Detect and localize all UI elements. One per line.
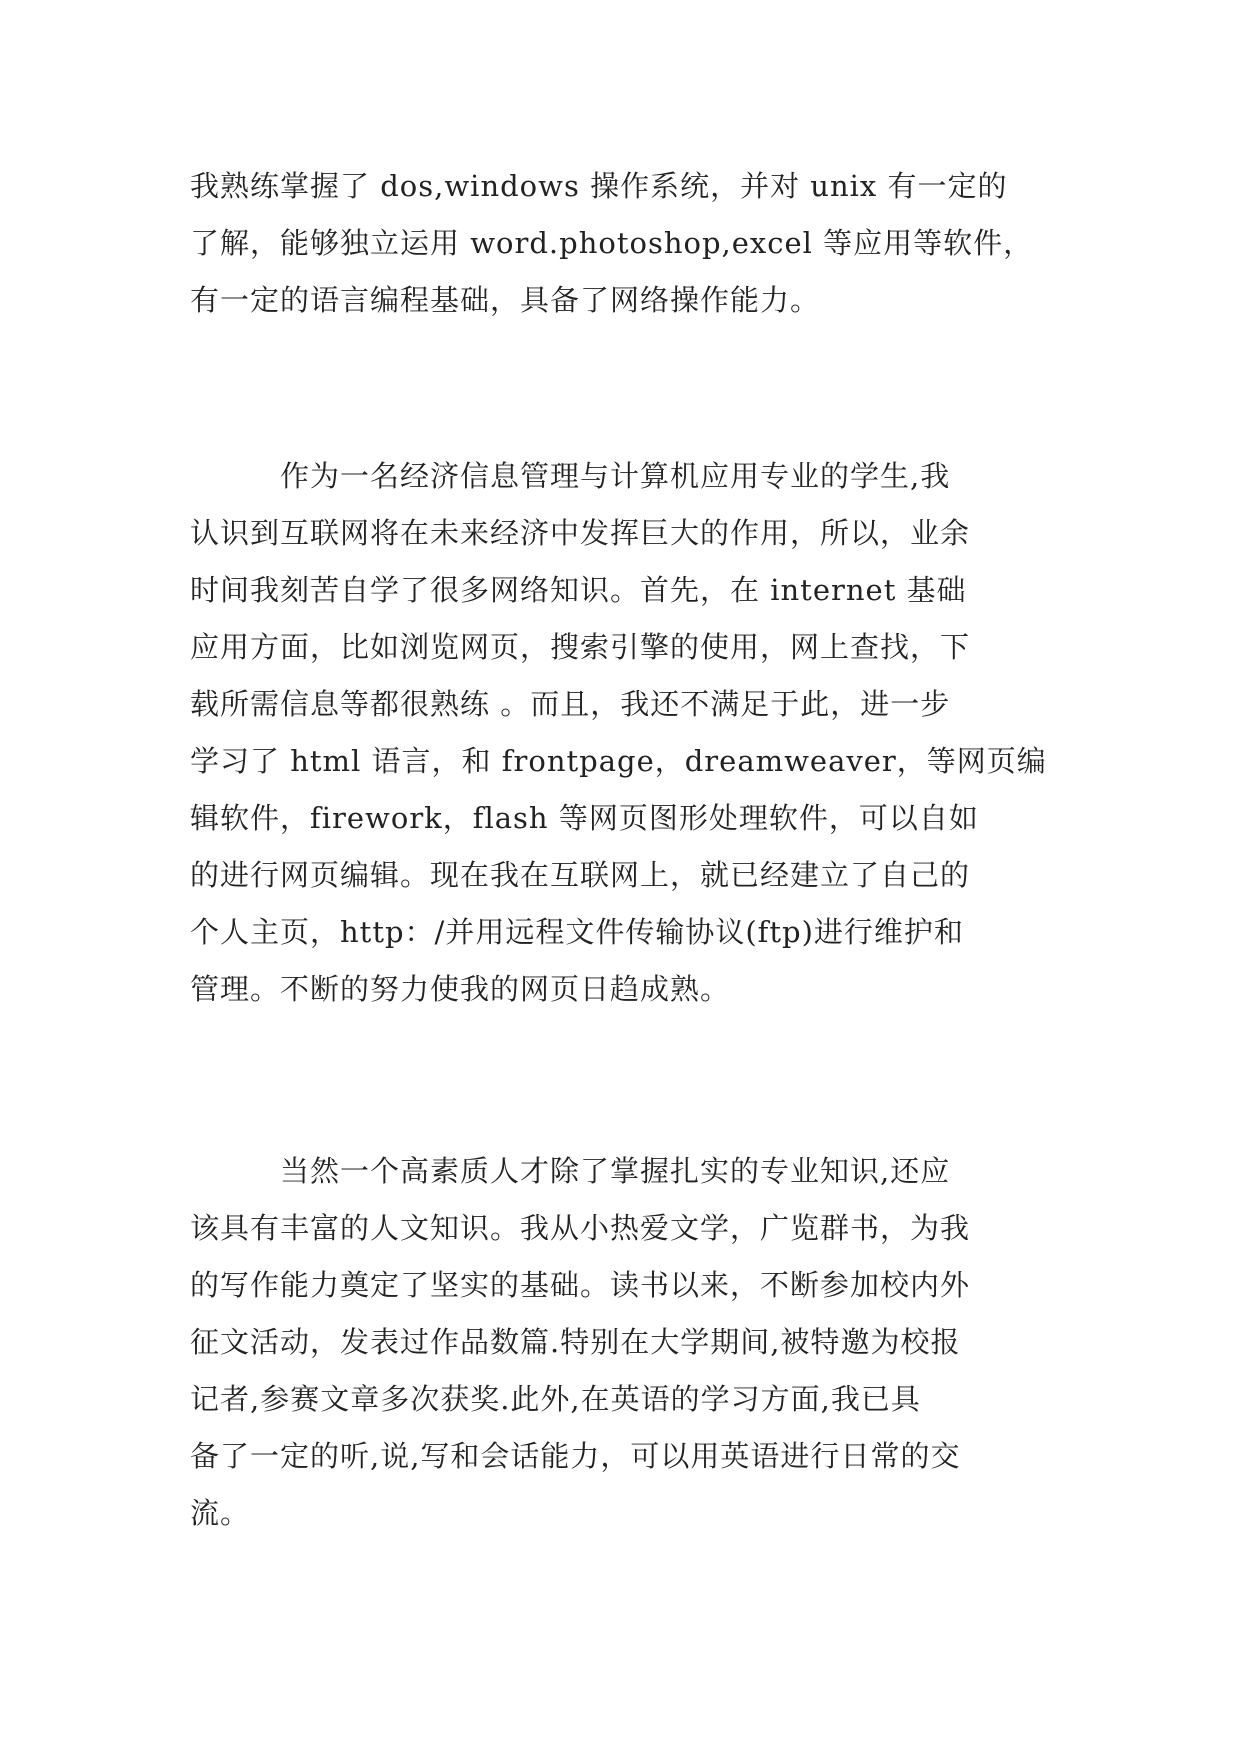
text-line: 该具有丰富的人文知识。我从小热爱文学，广览群书，为我 [190, 1211, 971, 1245]
text-line: 应用方面，比如浏览网页，搜索引擎的使用，网上查找，下 [190, 630, 971, 664]
text-line: 了解，能够独立运用 word.photoshop,excel 等应用等软件， [190, 226, 1034, 260]
text-line: 记者,参赛文章多次获奖.此外,在英语的学习方面,我已具 [190, 1382, 921, 1416]
text-line: 认识到互联网将在未来经济中发挥巨大的作用，所以，业余 [190, 516, 971, 550]
text-line: 载所需信息等都很熟练 。而且，我还不满足于此，进一步 [190, 687, 951, 721]
text-line: 管理。不断的努力使我的网页日趋成熟。 [190, 972, 731, 1006]
text-line: 个人主页，http：/并用远程文件传输协议(ftp)进行维护和 [190, 915, 964, 949]
text-line: 的进行网页编辑。现在我在互联网上，就已经建立了自己的 [190, 858, 971, 892]
text-line: 的写作能力奠定了坚实的基础。读书以来，不断参加校内外 [190, 1268, 971, 1302]
text-line: 辑软件，firework，flash 等网页图形处理软件，可以自如 [190, 801, 979, 835]
text-line: 流。 [190, 1496, 251, 1530]
text-line: 学习了 html 语言，和 frontpage，dreamweaver，等网页编 [190, 744, 1047, 778]
text-line: 时间我刻苦自学了很多网络知识。首先，在 internet 基础 [190, 573, 967, 607]
text-line: 当然一个高素质人才除了掌握扎实的专业知识,还应 [190, 1154, 951, 1188]
text-line: 备了一定的听,说,写和会话能力，可以用英语进行日常的交 [190, 1439, 961, 1473]
paragraph-internet-skills [190, 448, 1050, 1018]
paragraph-computer-skills [190, 158, 1050, 329]
text-line: 我熟练掌握了 dos,windows 操作系统，并对 unix 有一定的 [190, 169, 1008, 203]
text-line: 作为一名经济信息管理与计算机应用专业的学生,我 [190, 459, 951, 493]
paragraph-humanities-skills [190, 1143, 1050, 1542]
text-line: 有一定的语言编程基础，具备了网络操作能力。 [190, 283, 821, 317]
text-line: 征文活动，发表过作品数篇.特别在大学期间,被特邀为校报 [190, 1325, 961, 1359]
